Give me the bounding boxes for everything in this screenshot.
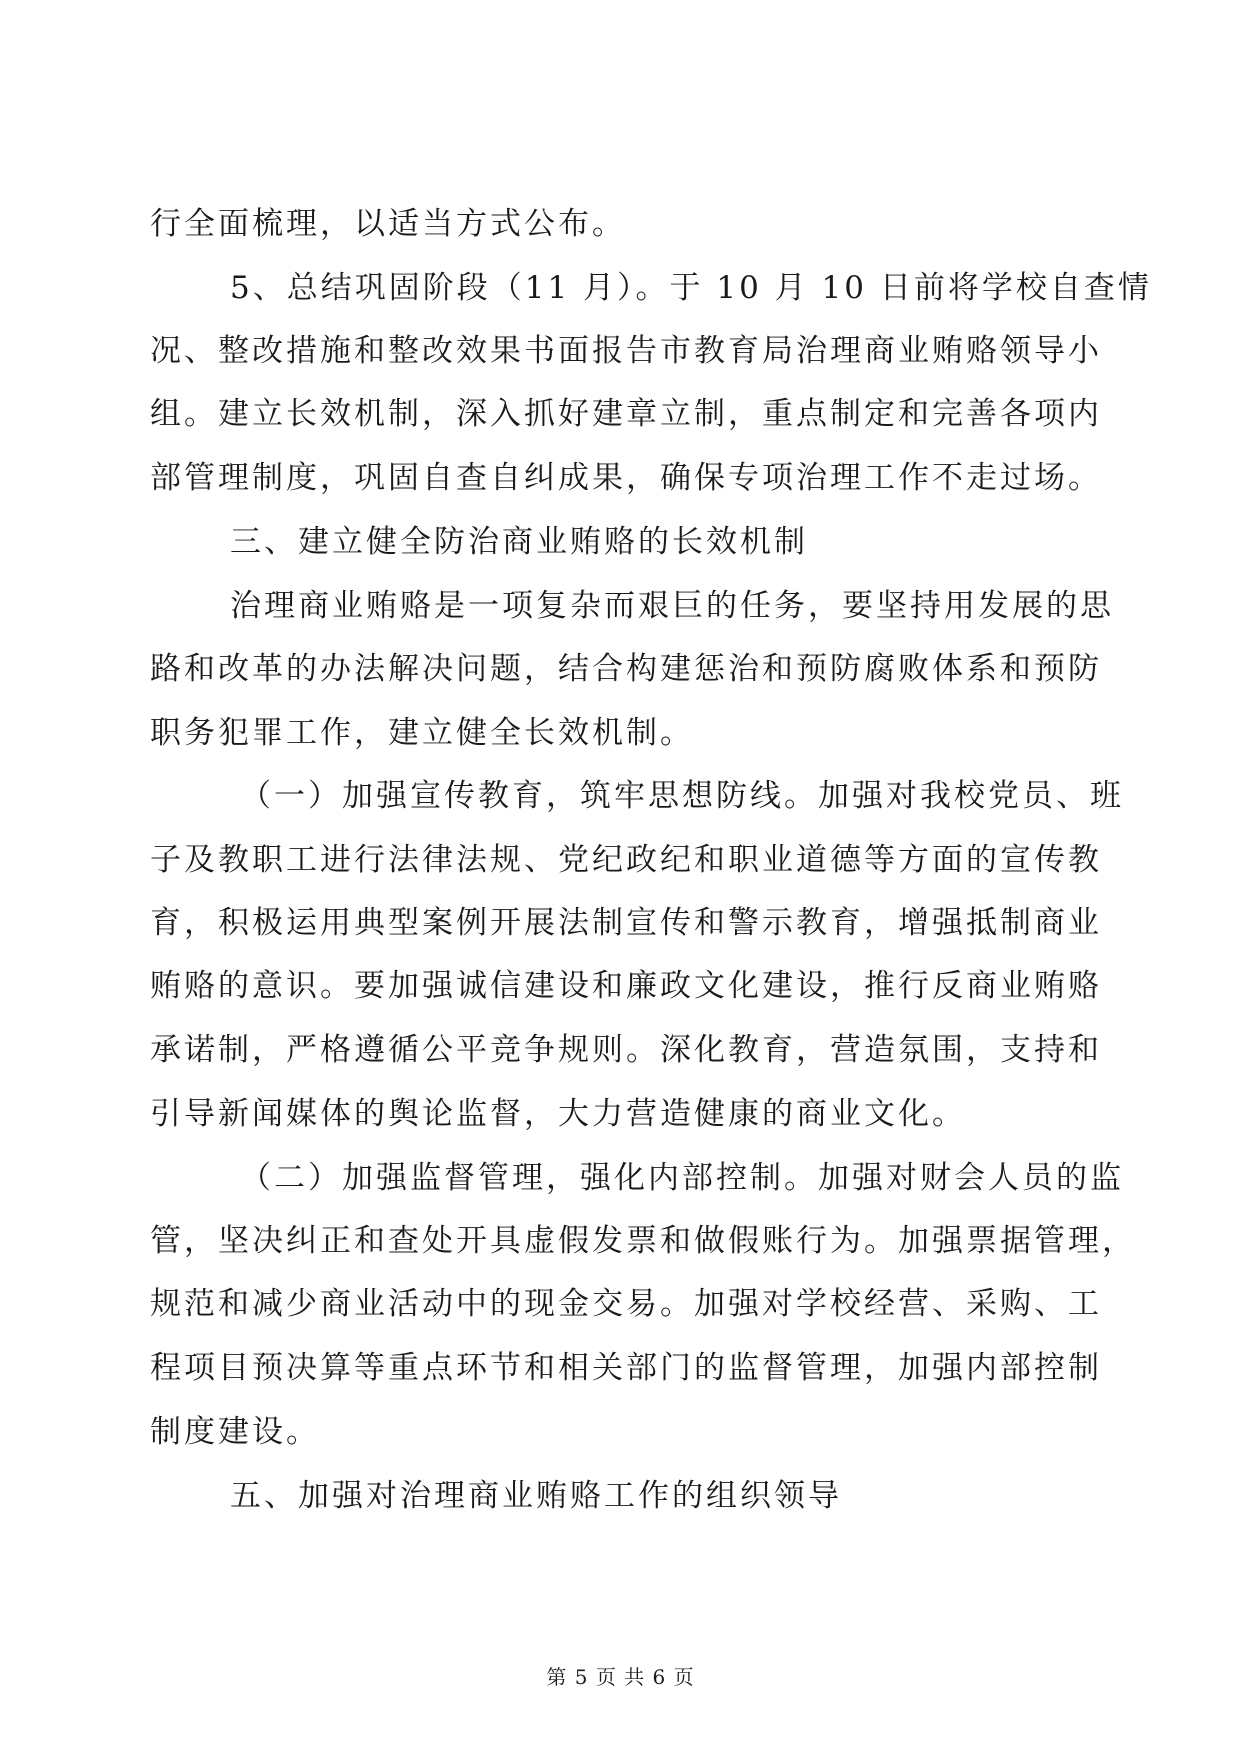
- text-line: 5、总结巩固阶段（11 月）。于 10 月 10 日前将学校自查情: [230, 270, 1152, 306]
- text-line: 规范和减少商业活动中的现金交易。加强对学校经营、采购、工: [150, 1286, 1102, 1322]
- text-line: 子及教职工进行法律法规、党纪政纪和职业道德等方面的宣传教: [150, 842, 1102, 878]
- text-line: 职务犯罪工作，建立健全长效机制。: [150, 715, 694, 751]
- text-line: 制度建设。: [150, 1414, 320, 1450]
- text-line: 况、整改措施和整改效果书面报告市教育局治理商业贿赂领导小: [150, 333, 1102, 369]
- section-heading: 五、加强对治理商业贿赂工作的组织领导: [230, 1478, 842, 1514]
- text-line: 程项目预决算等重点环节和相关部门的监督管理，加强内部控制: [150, 1350, 1102, 1386]
- text-line: 承诺制，严格遵循公平竞争规则。深化教育，营造氛围，支持和: [150, 1032, 1102, 1068]
- text-line: 组。建立长效机制，深入抓好建章立制，重点制定和完善各项内: [150, 396, 1102, 432]
- section-heading: 三、建立健全防治商业贿赂的长效机制: [230, 524, 808, 560]
- text-line: 引导新闻媒体的舆论监督，大力营造健康的商业文化。: [150, 1096, 966, 1132]
- text-line: 治理商业贿赂是一项复杂而艰巨的任务，要坚持用发展的思: [230, 588, 1114, 624]
- subsection-heading-line: （一）加强宣传教育，筑牢思想防线。加强对我校党员、班: [240, 778, 1124, 814]
- text-line: 贿赂的意识。要加强诚信建设和廉政文化建设，推行反商业贿赂: [150, 968, 1102, 1004]
- text-line: 路和改革的办法解决问题，结合构建惩治和预防腐败体系和预防: [150, 651, 1102, 687]
- page-footer: 第 5 页 共 6 页: [546, 1665, 695, 1689]
- text-line: 管，坚决纠正和查处开具虚假发票和做假账行为。加强票据管理，: [150, 1223, 1136, 1259]
- subsection-heading-line: （二）加强监督管理，强化内部控制。加强对财会人员的监: [240, 1160, 1124, 1196]
- text-line: 行全面梳理，以适当方式公布。: [150, 206, 626, 242]
- text-line: 部管理制度，巩固自查自纠成果，确保专项治理工作不走过场。: [150, 460, 1102, 496]
- text-line: 育，积极运用典型案例开展法制宣传和警示教育，增强抵制商业: [150, 905, 1102, 941]
